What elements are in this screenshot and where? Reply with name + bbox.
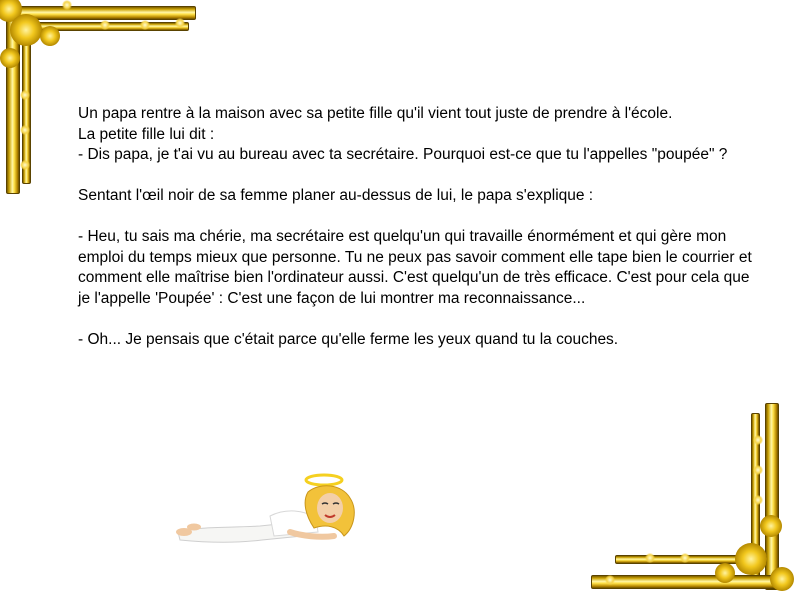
sparkle-icon bbox=[20, 125, 30, 135]
paragraph-4 bbox=[78, 330, 758, 351]
sparkle-icon bbox=[140, 20, 150, 30]
sparkle-icon bbox=[62, 0, 72, 10]
text-line: - Heu, tu sais ma chérie, ma secrétaire est quelqu'un qui travaille énormément et qui gère mon emploi du temps mieux que personne. Tu ne peux pas savoir comment elle tape bien le courrier et comment elle maîtrise bien l'ordinateur aussi. C'est quelqu'un de très efficace. C'est pour cela que je l'appelle 'Poupée' : C'est une façon de lui montrer ma reconnaissance... bbox=[78, 228, 752, 307]
text-line: - Oh... Je pensais que c'était parce qu'elle ferme les yeux quand tu la couches. bbox=[78, 330, 619, 348]
sparkle-icon bbox=[20, 90, 30, 100]
joke-text bbox=[78, 104, 758, 350]
gold-flower-ornament bbox=[10, 14, 42, 46]
sparkle-icon bbox=[175, 18, 185, 28]
gold-flower-ornament bbox=[40, 26, 60, 46]
sparkle-icon bbox=[753, 465, 763, 475]
sparkle-icon bbox=[753, 435, 763, 445]
gold-flower-ornament bbox=[735, 543, 767, 575]
gold-flower-ornament bbox=[0, 48, 20, 68]
text-line: Sentant l'œil noir de sa femme planer au-dessus de lui, le papa s'explique : bbox=[78, 187, 594, 204]
sparkle-icon bbox=[645, 553, 655, 563]
gold-flower-ornament bbox=[715, 563, 735, 583]
text-line: La petite fille lui dit : bbox=[78, 125, 215, 143]
gold-frame-corner-bottom-right bbox=[585, 395, 800, 600]
sparkle-icon bbox=[753, 495, 763, 505]
gold-bar bbox=[765, 403, 779, 590]
sparkle-icon bbox=[100, 20, 110, 30]
text-line: - Dis papa, je t'ai vu au bureau avec ta secrétaire. Pourquoi est-ce que tu l'appelles "poupée" ? bbox=[78, 146, 728, 163]
gold-bar bbox=[591, 575, 783, 589]
paragraph-3 bbox=[78, 227, 758, 309]
gold-bar bbox=[14, 6, 196, 20]
paragraph-2 bbox=[78, 186, 758, 207]
gold-flower-ornament bbox=[760, 515, 782, 537]
sparkle-icon bbox=[605, 575, 615, 585]
angel-girl-icon bbox=[170, 470, 370, 552]
paragraph-1 bbox=[78, 104, 758, 166]
gold-flower-ornament bbox=[770, 567, 794, 591]
sparkle-icon bbox=[680, 553, 690, 563]
text-line: Un papa rentre à la maison avec sa petite fille qu'il vient tout juste de prendre à l'école. bbox=[78, 105, 673, 122]
sparkle-icon bbox=[20, 160, 30, 170]
